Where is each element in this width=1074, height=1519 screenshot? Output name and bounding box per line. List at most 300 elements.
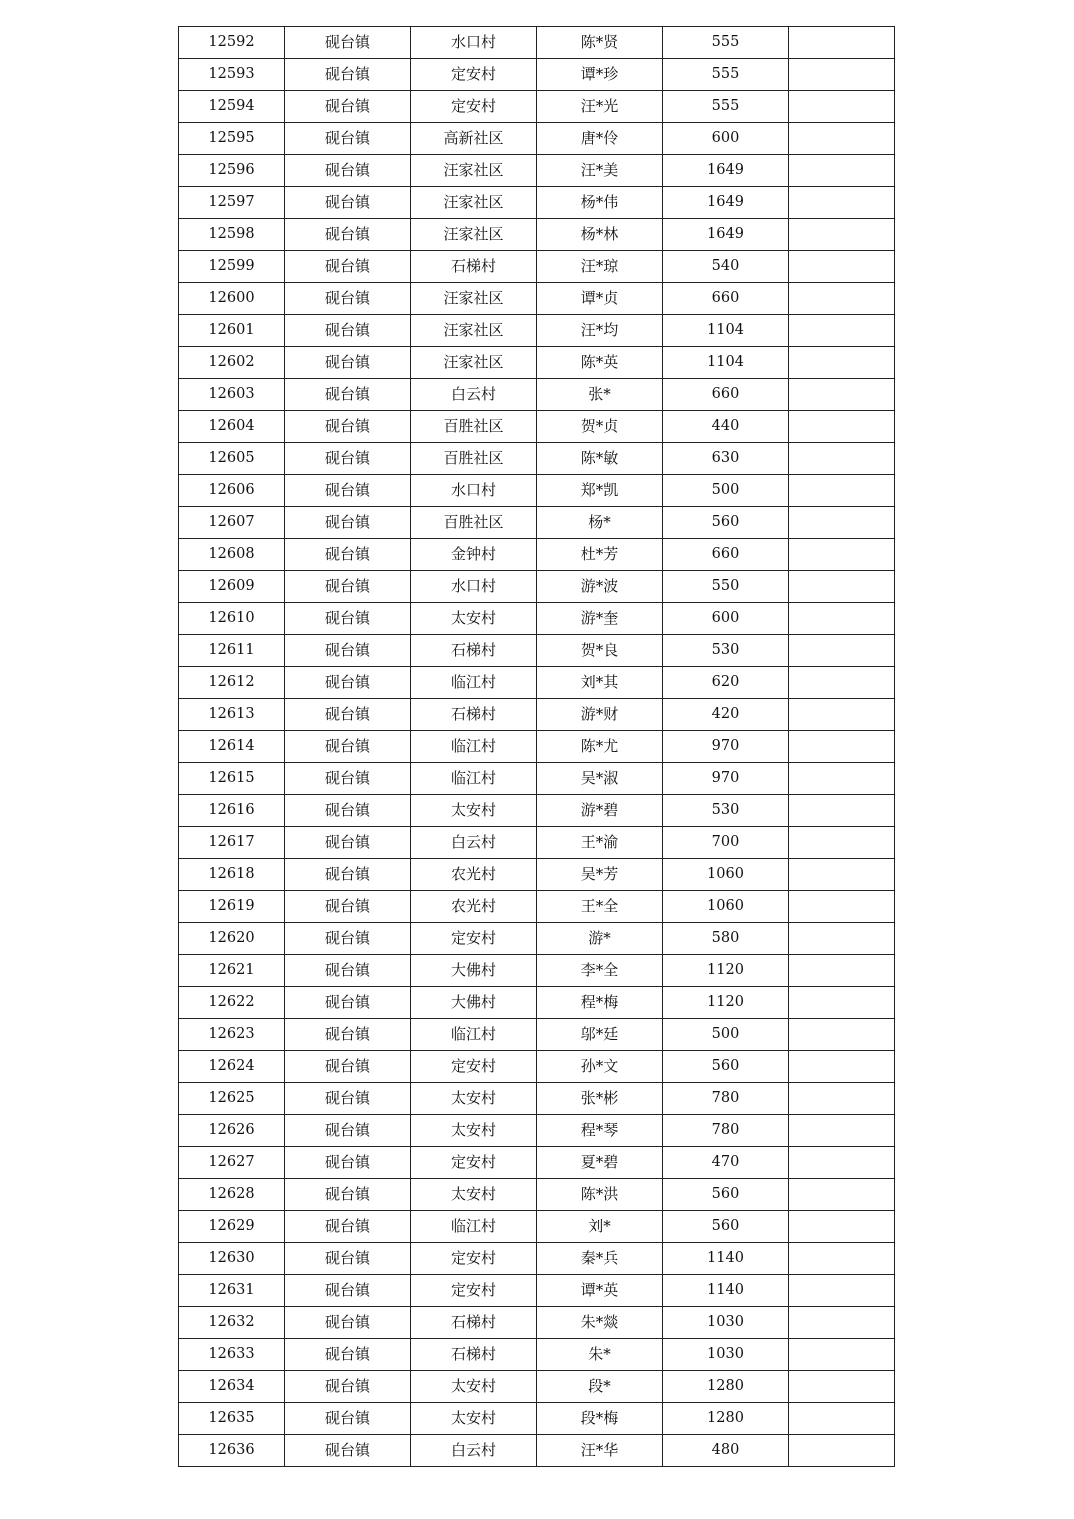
cell-amount: 1140 [663, 1243, 789, 1275]
cell-town: 砚台镇 [285, 1275, 411, 1307]
subsidy-table [178, 26, 895, 1467]
cell-village: 石梯村 [411, 635, 537, 667]
cell-person-name: 朱*燚 [537, 1307, 663, 1339]
table-row [179, 1019, 895, 1051]
table-row [179, 1339, 895, 1371]
cell-person-name: 刘* [537, 1211, 663, 1243]
cell-amount: 600 [663, 603, 789, 635]
cell-village: 太安村 [411, 1179, 537, 1211]
cell-amount: 630 [663, 443, 789, 475]
cell-town: 砚台镇 [285, 1403, 411, 1435]
cell-serial-number: 12606 [179, 475, 285, 507]
cell-serial-number: 12626 [179, 1115, 285, 1147]
cell-amount: 970 [663, 763, 789, 795]
cell-serial-number: 12630 [179, 1243, 285, 1275]
cell-town: 砚台镇 [285, 155, 411, 187]
table-row [179, 1115, 895, 1147]
cell-person-name: 邬*廷 [537, 1019, 663, 1051]
cell-village: 百胜社区 [411, 507, 537, 539]
cell-village: 定安村 [411, 59, 537, 91]
cell-village: 白云村 [411, 379, 537, 411]
cell-village: 石梯村 [411, 699, 537, 731]
cell-serial-number: 12610 [179, 603, 285, 635]
cell-village: 汪家社区 [411, 155, 537, 187]
cell-serial-number: 12631 [179, 1275, 285, 1307]
table-row [179, 1211, 895, 1243]
cell-note [789, 795, 895, 827]
cell-town: 砚台镇 [285, 1371, 411, 1403]
cell-person-name: 汪*美 [537, 155, 663, 187]
cell-serial-number: 12621 [179, 955, 285, 987]
table-row [179, 443, 895, 475]
cell-serial-number: 12622 [179, 987, 285, 1019]
cell-town: 砚台镇 [285, 763, 411, 795]
cell-note [789, 1051, 895, 1083]
table-row [179, 987, 895, 1019]
cell-town: 砚台镇 [285, 315, 411, 347]
cell-village: 太安村 [411, 1403, 537, 1435]
cell-serial-number: 12602 [179, 347, 285, 379]
cell-amount: 600 [663, 123, 789, 155]
cell-note [789, 635, 895, 667]
cell-town: 砚台镇 [285, 987, 411, 1019]
table-row [179, 1051, 895, 1083]
table-row [179, 955, 895, 987]
cell-note [789, 827, 895, 859]
cell-person-name: 杨* [537, 507, 663, 539]
cell-amount: 970 [663, 731, 789, 763]
cell-town: 砚台镇 [285, 443, 411, 475]
cell-person-name: 夏*碧 [537, 1147, 663, 1179]
cell-note [789, 1435, 895, 1467]
cell-village: 大佛村 [411, 955, 537, 987]
table-row [179, 1435, 895, 1467]
cell-town: 砚台镇 [285, 1211, 411, 1243]
cell-amount: 555 [663, 91, 789, 123]
cell-note [789, 91, 895, 123]
cell-serial-number: 12628 [179, 1179, 285, 1211]
cell-note [789, 251, 895, 283]
cell-town: 砚台镇 [285, 699, 411, 731]
cell-note [789, 859, 895, 891]
cell-person-name: 杜*芳 [537, 539, 663, 571]
cell-person-name: 程*梅 [537, 987, 663, 1019]
table-row [179, 891, 895, 923]
table-body [179, 27, 895, 1467]
table-row [179, 731, 895, 763]
cell-serial-number: 12594 [179, 91, 285, 123]
cell-serial-number: 12620 [179, 923, 285, 955]
cell-person-name: 陈*尤 [537, 731, 663, 763]
cell-amount: 1104 [663, 347, 789, 379]
cell-village: 定安村 [411, 923, 537, 955]
cell-amount: 420 [663, 699, 789, 731]
cell-serial-number: 12617 [179, 827, 285, 859]
cell-amount: 500 [663, 1019, 789, 1051]
cell-note [789, 603, 895, 635]
cell-serial-number: 12597 [179, 187, 285, 219]
table-row [179, 315, 895, 347]
table-row [179, 1147, 895, 1179]
cell-person-name: 秦*兵 [537, 1243, 663, 1275]
cell-note [789, 1211, 895, 1243]
table-row [179, 827, 895, 859]
cell-note [789, 1147, 895, 1179]
cell-village: 汪家社区 [411, 347, 537, 379]
cell-amount: 780 [663, 1115, 789, 1147]
cell-note [789, 507, 895, 539]
cell-amount: 530 [663, 635, 789, 667]
cell-note [789, 1243, 895, 1275]
cell-note [789, 1083, 895, 1115]
cell-serial-number: 12596 [179, 155, 285, 187]
cell-town: 砚台镇 [285, 475, 411, 507]
cell-person-name: 郑*凯 [537, 475, 663, 507]
cell-amount: 560 [663, 1179, 789, 1211]
cell-village: 石梯村 [411, 251, 537, 283]
cell-town: 砚台镇 [285, 411, 411, 443]
cell-person-name: 贺*良 [537, 635, 663, 667]
cell-person-name: 贺*贞 [537, 411, 663, 443]
cell-town: 砚台镇 [285, 91, 411, 123]
cell-note [789, 347, 895, 379]
cell-amount: 1120 [663, 955, 789, 987]
cell-amount: 660 [663, 539, 789, 571]
cell-note [789, 571, 895, 603]
table-row [179, 347, 895, 379]
cell-serial-number: 12607 [179, 507, 285, 539]
cell-town: 砚台镇 [285, 507, 411, 539]
cell-village: 白云村 [411, 827, 537, 859]
cell-serial-number: 12613 [179, 699, 285, 731]
cell-village: 白云村 [411, 1435, 537, 1467]
cell-town: 砚台镇 [285, 827, 411, 859]
cell-town: 砚台镇 [285, 59, 411, 91]
cell-town: 砚台镇 [285, 859, 411, 891]
table-row [179, 763, 895, 795]
cell-village: 临江村 [411, 763, 537, 795]
cell-village: 太安村 [411, 603, 537, 635]
cell-town: 砚台镇 [285, 891, 411, 923]
table-row [179, 379, 895, 411]
cell-amount: 560 [663, 507, 789, 539]
cell-person-name: 段*梅 [537, 1403, 663, 1435]
cell-person-name: 游*碧 [537, 795, 663, 827]
cell-town: 砚台镇 [285, 923, 411, 955]
cell-serial-number: 12598 [179, 219, 285, 251]
table-row [179, 187, 895, 219]
cell-note [789, 539, 895, 571]
table-row [179, 475, 895, 507]
cell-village: 农光村 [411, 891, 537, 923]
cell-note [789, 123, 895, 155]
cell-person-name: 游* [537, 923, 663, 955]
cell-person-name: 陈*贤 [537, 27, 663, 59]
cell-serial-number: 12633 [179, 1339, 285, 1371]
cell-amount: 1104 [663, 315, 789, 347]
cell-serial-number: 12627 [179, 1147, 285, 1179]
cell-person-name: 孙*文 [537, 1051, 663, 1083]
cell-village: 百胜社区 [411, 411, 537, 443]
table-row [179, 1371, 895, 1403]
table-row [179, 411, 895, 443]
cell-serial-number: 12611 [179, 635, 285, 667]
cell-note [789, 1307, 895, 1339]
cell-amount: 555 [663, 27, 789, 59]
cell-amount: 580 [663, 923, 789, 955]
cell-amount: 700 [663, 827, 789, 859]
cell-village: 汪家社区 [411, 187, 537, 219]
cell-town: 砚台镇 [285, 955, 411, 987]
cell-person-name: 唐*伶 [537, 123, 663, 155]
cell-note [789, 219, 895, 251]
cell-note [789, 699, 895, 731]
table-row [179, 699, 895, 731]
cell-village: 太安村 [411, 795, 537, 827]
table-row [179, 1179, 895, 1211]
table-row [179, 27, 895, 59]
cell-serial-number: 12609 [179, 571, 285, 603]
cell-serial-number: 12608 [179, 539, 285, 571]
cell-town: 砚台镇 [285, 283, 411, 315]
cell-person-name: 汪*光 [537, 91, 663, 123]
cell-village: 太安村 [411, 1371, 537, 1403]
cell-serial-number: 12604 [179, 411, 285, 443]
cell-note [789, 955, 895, 987]
cell-amount: 780 [663, 1083, 789, 1115]
cell-amount: 480 [663, 1435, 789, 1467]
cell-village: 太安村 [411, 1083, 537, 1115]
table-row [179, 155, 895, 187]
cell-note [789, 923, 895, 955]
cell-amount: 560 [663, 1051, 789, 1083]
cell-serial-number: 12636 [179, 1435, 285, 1467]
cell-town: 砚台镇 [285, 635, 411, 667]
cell-note [789, 283, 895, 315]
cell-town: 砚台镇 [285, 219, 411, 251]
table-row [179, 123, 895, 155]
cell-person-name: 张* [537, 379, 663, 411]
cell-serial-number: 12614 [179, 731, 285, 763]
cell-amount: 1649 [663, 155, 789, 187]
cell-serial-number: 12595 [179, 123, 285, 155]
cell-village: 定安村 [411, 91, 537, 123]
cell-note [789, 475, 895, 507]
cell-village: 水口村 [411, 571, 537, 603]
cell-person-name: 陈*敏 [537, 443, 663, 475]
cell-village: 太安村 [411, 1115, 537, 1147]
table-row [179, 667, 895, 699]
cell-note [789, 411, 895, 443]
cell-amount: 530 [663, 795, 789, 827]
cell-amount: 555 [663, 59, 789, 91]
cell-person-name: 刘*其 [537, 667, 663, 699]
cell-person-name: 王*渝 [537, 827, 663, 859]
table-row [179, 251, 895, 283]
table-row [179, 283, 895, 315]
cell-village: 汪家社区 [411, 315, 537, 347]
table-row [179, 603, 895, 635]
cell-town: 砚台镇 [285, 347, 411, 379]
cell-note [789, 1371, 895, 1403]
cell-note [789, 731, 895, 763]
cell-note [789, 1275, 895, 1307]
cell-amount: 660 [663, 283, 789, 315]
cell-note [789, 891, 895, 923]
cell-village: 汪家社区 [411, 219, 537, 251]
cell-person-name: 杨*伟 [537, 187, 663, 219]
cell-town: 砚台镇 [285, 1115, 411, 1147]
cell-village: 水口村 [411, 27, 537, 59]
cell-note [789, 987, 895, 1019]
cell-town: 砚台镇 [285, 1339, 411, 1371]
cell-town: 砚台镇 [285, 1307, 411, 1339]
cell-person-name: 程*琴 [537, 1115, 663, 1147]
cell-serial-number: 12623 [179, 1019, 285, 1051]
cell-amount: 1649 [663, 219, 789, 251]
cell-amount: 1060 [663, 891, 789, 923]
cell-note [789, 1019, 895, 1051]
cell-note [789, 1403, 895, 1435]
cell-village: 农光村 [411, 859, 537, 891]
cell-serial-number: 12635 [179, 1403, 285, 1435]
table-row [179, 923, 895, 955]
cell-town: 砚台镇 [285, 1243, 411, 1275]
cell-person-name: 汪*均 [537, 315, 663, 347]
cell-serial-number: 12619 [179, 891, 285, 923]
cell-amount: 660 [663, 379, 789, 411]
cell-person-name: 张*彬 [537, 1083, 663, 1115]
cell-amount: 560 [663, 1211, 789, 1243]
cell-village: 临江村 [411, 1019, 537, 1051]
cell-person-name: 段* [537, 1371, 663, 1403]
cell-note [789, 443, 895, 475]
cell-town: 砚台镇 [285, 1435, 411, 1467]
cell-amount: 620 [663, 667, 789, 699]
cell-village: 临江村 [411, 731, 537, 763]
cell-amount: 1030 [663, 1339, 789, 1371]
cell-town: 砚台镇 [285, 1019, 411, 1051]
cell-person-name: 朱* [537, 1339, 663, 1371]
cell-person-name: 李*全 [537, 955, 663, 987]
cell-person-name: 吴*芳 [537, 859, 663, 891]
cell-town: 砚台镇 [285, 27, 411, 59]
table-row [179, 795, 895, 827]
cell-village: 定安村 [411, 1243, 537, 1275]
cell-serial-number: 12625 [179, 1083, 285, 1115]
cell-note [789, 187, 895, 219]
cell-serial-number: 12612 [179, 667, 285, 699]
cell-village: 石梯村 [411, 1339, 537, 1371]
cell-amount: 1280 [663, 1403, 789, 1435]
cell-serial-number: 12632 [179, 1307, 285, 1339]
table-row [179, 635, 895, 667]
cell-amount: 500 [663, 475, 789, 507]
cell-amount: 550 [663, 571, 789, 603]
cell-person-name: 游*财 [537, 699, 663, 731]
cell-serial-number: 12634 [179, 1371, 285, 1403]
cell-serial-number: 12629 [179, 1211, 285, 1243]
cell-village: 临江村 [411, 667, 537, 699]
cell-person-name: 谭*英 [537, 1275, 663, 1307]
cell-amount: 1030 [663, 1307, 789, 1339]
cell-amount: 540 [663, 251, 789, 283]
cell-serial-number: 12603 [179, 379, 285, 411]
cell-person-name: 吴*淑 [537, 763, 663, 795]
cell-town: 砚台镇 [285, 571, 411, 603]
cell-town: 砚台镇 [285, 1147, 411, 1179]
cell-village: 百胜社区 [411, 443, 537, 475]
cell-village: 定安村 [411, 1147, 537, 1179]
cell-amount: 1060 [663, 859, 789, 891]
table-row [179, 539, 895, 571]
cell-town: 砚台镇 [285, 123, 411, 155]
cell-note [789, 1179, 895, 1211]
cell-village: 石梯村 [411, 1307, 537, 1339]
cell-town: 砚台镇 [285, 251, 411, 283]
cell-person-name: 汪*华 [537, 1435, 663, 1467]
cell-amount: 440 [663, 411, 789, 443]
cell-person-name: 杨*林 [537, 219, 663, 251]
cell-person-name: 陈*英 [537, 347, 663, 379]
table-row [179, 91, 895, 123]
table-row [179, 859, 895, 891]
table-row [179, 1083, 895, 1115]
cell-person-name: 王*全 [537, 891, 663, 923]
cell-town: 砚台镇 [285, 187, 411, 219]
cell-serial-number: 12605 [179, 443, 285, 475]
cell-village: 汪家社区 [411, 283, 537, 315]
cell-note [789, 763, 895, 795]
cell-serial-number: 12624 [179, 1051, 285, 1083]
cell-person-name: 汪*琼 [537, 251, 663, 283]
cell-serial-number: 12601 [179, 315, 285, 347]
cell-amount: 470 [663, 1147, 789, 1179]
cell-serial-number: 12616 [179, 795, 285, 827]
cell-village: 定安村 [411, 1051, 537, 1083]
cell-person-name: 游*波 [537, 571, 663, 603]
cell-note [789, 315, 895, 347]
cell-amount: 1120 [663, 987, 789, 1019]
cell-village: 临江村 [411, 1211, 537, 1243]
cell-amount: 1280 [663, 1371, 789, 1403]
cell-town: 砚台镇 [285, 1051, 411, 1083]
cell-person-name: 谭*贞 [537, 283, 663, 315]
cell-amount: 1649 [663, 187, 789, 219]
cell-town: 砚台镇 [285, 667, 411, 699]
cell-person-name: 游*奎 [537, 603, 663, 635]
table-row [179, 219, 895, 251]
cell-town: 砚台镇 [285, 539, 411, 571]
cell-serial-number: 12593 [179, 59, 285, 91]
cell-town: 砚台镇 [285, 731, 411, 763]
cell-village: 大佛村 [411, 987, 537, 1019]
cell-town: 砚台镇 [285, 1179, 411, 1211]
cell-note [789, 1115, 895, 1147]
cell-village: 定安村 [411, 1275, 537, 1307]
cell-town: 砚台镇 [285, 1083, 411, 1115]
cell-serial-number: 12618 [179, 859, 285, 891]
cell-note [789, 1339, 895, 1371]
cell-serial-number: 12600 [179, 283, 285, 315]
table-row [179, 1243, 895, 1275]
cell-village: 金钟村 [411, 539, 537, 571]
cell-note [789, 27, 895, 59]
cell-town: 砚台镇 [285, 603, 411, 635]
cell-note [789, 155, 895, 187]
table-row [179, 1307, 895, 1339]
table-row [179, 571, 895, 603]
